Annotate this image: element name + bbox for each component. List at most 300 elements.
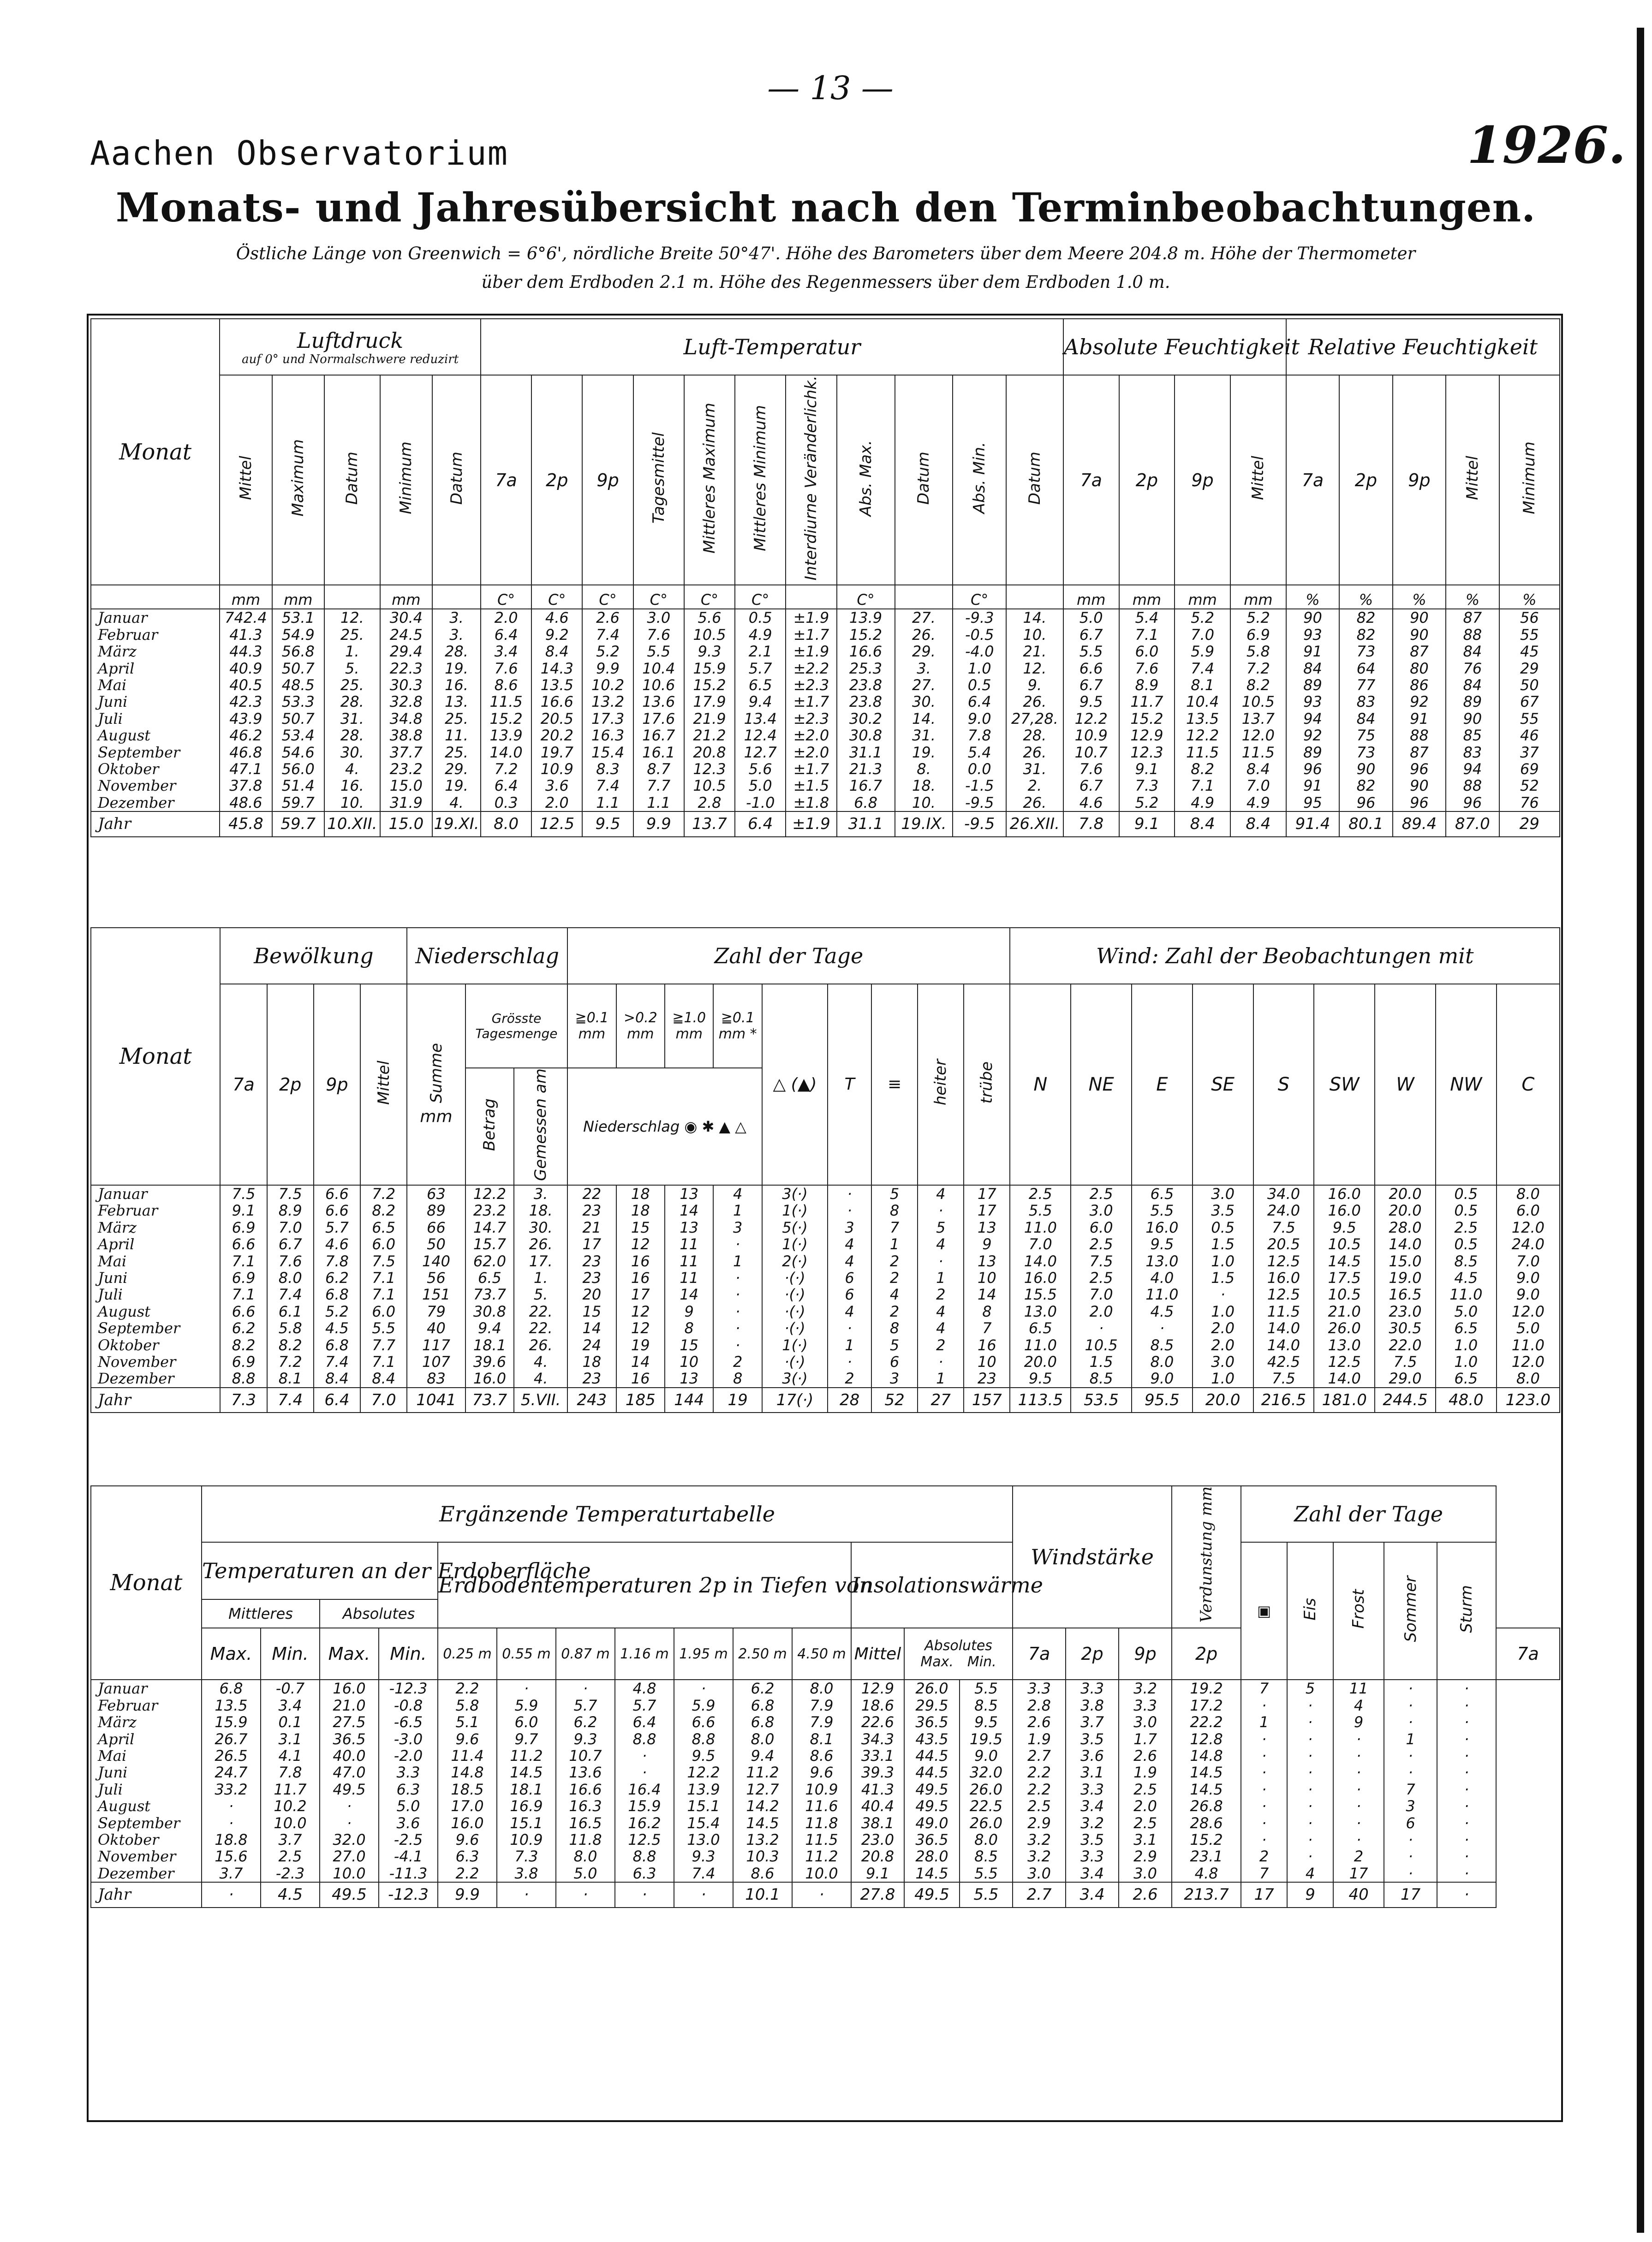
data-cell: 6.1: [278, 1302, 302, 1320]
data-cell: -12.3: [389, 1680, 428, 1698]
data-cell: 11.2: [746, 1764, 779, 1782]
data-cell: 9.3: [698, 643, 722, 661]
col-head-18: [1175, 375, 1230, 585]
data-column-5: [497, 1680, 556, 1882]
data-cell: ·: [847, 1202, 852, 1220]
data-column-6: [556, 1680, 615, 1882]
year-cell: 89.4: [1393, 811, 1446, 836]
data-cell: 6: [889, 1353, 900, 1371]
data-cell: 40.5: [229, 676, 262, 694]
data-cell: 20: [582, 1286, 602, 1304]
data-cell: 6.3: [632, 1864, 656, 1882]
data-cell: 25.: [445, 743, 468, 761]
col-head-1: [272, 375, 324, 585]
data-cell: 56.0: [281, 760, 315, 778]
col-head-niederschlag-symbols: Niederschlag ◉ ✱ ▲ △: [567, 1068, 762, 1185]
data-column-19: [1193, 1185, 1253, 1388]
year-cell: ·: [674, 1882, 733, 1907]
data-cell: 14: [582, 1319, 602, 1337]
data-cell: ·: [1308, 1848, 1313, 1866]
month-names: [91, 1185, 220, 1388]
data-cell: 6.4: [967, 693, 991, 711]
year-row-label: Jahr: [91, 1882, 202, 1907]
data-cell: 1.1: [596, 793, 620, 811]
data-cell: 6.9: [232, 1218, 256, 1236]
data-cell: 0.3: [494, 793, 518, 811]
data-cell: 8.5: [974, 1848, 998, 1866]
data-cell: 23.8: [849, 693, 883, 711]
data-cell: 67: [1520, 693, 1539, 711]
data-cell: 15.1: [687, 1797, 720, 1815]
data-cell: 9: [982, 1235, 992, 1253]
data-column-21: [1339, 609, 1392, 811]
data-cell: 1: [733, 1252, 743, 1270]
data-cell: 7.5: [278, 1185, 302, 1203]
data-cell: 15.5: [1024, 1286, 1057, 1304]
col-head-label: Datum: [343, 451, 362, 505]
data-cell: 91: [1410, 710, 1429, 727]
data-cell: 26.0: [969, 1780, 1003, 1798]
data-column-6: [514, 1185, 567, 1388]
data-cell: 9.0: [967, 710, 991, 727]
year-cell: 19: [713, 1388, 762, 1413]
data-cell: 54.9: [281, 626, 315, 644]
data-cell: 83: [1356, 693, 1376, 711]
data-cell: 11: [1349, 1680, 1368, 1698]
scan-edge-bar: [1637, 28, 1644, 2233]
data-cell: 7.7: [372, 1336, 396, 1354]
year-cell: 52: [871, 1388, 918, 1413]
data-cell: ·: [1220, 1286, 1225, 1304]
data-column-15: [964, 1185, 1010, 1388]
data-cell: 8: [733, 1370, 743, 1388]
data-cell: 42.5: [1267, 1353, 1300, 1371]
data-column-10: [792, 1680, 851, 1882]
data-cell: 12.: [340, 609, 364, 627]
month-name: November: [98, 1848, 176, 1866]
data-cell: 28.0: [915, 1848, 948, 1866]
data-cell: 7.8: [278, 1764, 302, 1782]
data-cell: 1.0: [967, 659, 991, 677]
data-cell: ·: [1408, 1713, 1413, 1731]
col-head-12: [837, 375, 895, 585]
col-head-1: [267, 984, 314, 1185]
year-cell: ·: [556, 1882, 615, 1907]
data-cell: 2: [889, 1269, 900, 1287]
col-head-8: [633, 375, 684, 585]
data-cell: 19.: [912, 743, 936, 761]
data-cell: 86: [1410, 676, 1429, 694]
month-name: Dezember: [98, 1370, 174, 1388]
data-cell: 17.6: [642, 710, 675, 727]
data-cell: 7.1: [1191, 777, 1215, 795]
data-cell: 14.: [1023, 609, 1047, 627]
data-column-7: [615, 1680, 674, 1882]
table-1: [90, 318, 1560, 837]
data-column-16: [1010, 1185, 1071, 1388]
data-cell: 7.5: [1089, 1252, 1113, 1270]
data-cell: 50.7: [281, 659, 315, 677]
data-cell: 89: [1303, 676, 1322, 694]
data-cell: ·: [1464, 1814, 1469, 1832]
data-cell: 17.3: [591, 710, 625, 727]
data-cell: 11.5: [1186, 743, 1219, 761]
data-cell: ·: [1308, 1814, 1313, 1832]
data-cell: 5.5: [974, 1680, 998, 1698]
data-cell: 10.3: [746, 1848, 779, 1866]
data-cell: 17: [978, 1202, 996, 1220]
data-column-12: [837, 609, 895, 811]
data-cell: 6.8: [219, 1680, 243, 1698]
data-cell: 48.5: [281, 676, 315, 694]
data-column-4: [438, 1680, 497, 1882]
data-cell: 12.3: [1130, 743, 1163, 761]
data-cell: 4: [845, 1235, 854, 1253]
data-cell: 27.5: [333, 1713, 366, 1731]
data-cell: 117: [422, 1336, 451, 1354]
data-cell: 14.0: [1024, 1252, 1057, 1270]
year-cell: 87.0: [1446, 811, 1499, 836]
data-cell: 5.0: [748, 777, 772, 795]
data-cell: 5.5: [1150, 1202, 1174, 1220]
data-cell: ·: [1262, 1797, 1267, 1815]
col-head-label: Datum: [447, 451, 466, 505]
col-head-frost: [1333, 1542, 1384, 1680]
data-cell: 26.: [1023, 793, 1047, 811]
data-cell: 29.0: [1389, 1370, 1422, 1388]
data-cell: 2.2: [1027, 1764, 1051, 1782]
col-head-summe: [407, 984, 465, 1185]
data-cell: 0.5: [1211, 1218, 1235, 1236]
data-cell: 7.2: [372, 1185, 396, 1203]
col-head-4: [432, 375, 481, 585]
data-cell: 11.7: [1130, 693, 1163, 711]
col-head-14: [918, 984, 964, 1185]
data-cell: ±1.7: [793, 760, 829, 778]
data-cell: 15.2: [1130, 710, 1163, 727]
data-cell: 30.8: [473, 1302, 507, 1320]
data-cell: ·: [1262, 1730, 1267, 1748]
data-cell: 15: [582, 1302, 602, 1320]
data-cell: 8.0: [278, 1269, 302, 1287]
col-head-17: [1119, 375, 1175, 585]
data-column-3: [379, 1680, 438, 1882]
data-cell: 6: [845, 1286, 854, 1304]
data-cell: 6.5: [1454, 1319, 1478, 1337]
data-cell: 5: [889, 1185, 900, 1203]
col-head-label: ≡: [888, 1075, 902, 1094]
data-cell: 87: [1410, 743, 1429, 761]
data-cell: 5.0: [1516, 1319, 1540, 1337]
month-names: [91, 1680, 202, 1882]
data-cell: 46: [1520, 727, 1539, 745]
page-title: Monats- und Jahresübersicht nach den Terminbeobachtungen.: [115, 185, 1536, 231]
data-cell: 77: [1356, 676, 1376, 694]
year-row-label: Jahr: [91, 811, 220, 836]
data-cell: 1.0: [1211, 1370, 1235, 1388]
data-cell: 151: [422, 1286, 451, 1304]
data-cell: 26.0: [1328, 1319, 1361, 1337]
data-cell: ·: [1356, 1764, 1361, 1782]
data-cell: 16: [631, 1370, 650, 1388]
data-cell: 7.1: [372, 1269, 396, 1287]
data-cell: 4.: [533, 1353, 548, 1371]
month-header: Monat: [91, 1486, 202, 1680]
data-cell: 3: [845, 1218, 854, 1236]
data-cell: 20.2: [540, 727, 573, 745]
data-cell: 107: [422, 1353, 451, 1371]
data-cell: ·: [1308, 1764, 1313, 1782]
table-1-section: [90, 318, 1560, 837]
data-cell: 2.2: [455, 1680, 479, 1698]
data-cell: 3.3: [1080, 1680, 1104, 1698]
data-column-15: [1066, 1680, 1119, 1882]
data-cell: 16.4: [628, 1780, 661, 1798]
data-cell: 2.8: [698, 793, 722, 811]
year-cell: 49.5: [320, 1882, 379, 1907]
data-cell: 0.0: [967, 760, 991, 778]
year-cell: 8.4: [1175, 811, 1230, 836]
data-cell: 36.5: [915, 1831, 948, 1848]
data-cell: 2.: [1027, 777, 1042, 795]
group-luft-temperatur: Luft-Temperatur: [481, 319, 1063, 375]
data-cell: ·: [1262, 1831, 1267, 1848]
data-cell: 19.2: [1190, 1680, 1223, 1698]
unit-13: [895, 585, 953, 609]
col-head-0: Max.: [202, 1628, 261, 1680]
table-2: [90, 927, 1560, 1413]
data-cell: 3.: [533, 1185, 548, 1203]
col-head-9: [684, 375, 735, 585]
data-cell: 11.6: [805, 1797, 838, 1815]
col-head-label: 7a: [495, 470, 517, 490]
data-cell: ·: [1159, 1319, 1164, 1337]
data-cell: -4.0: [965, 643, 994, 661]
data-cell: 23.2: [473, 1202, 507, 1220]
data-cell: 0.5: [967, 676, 991, 694]
data-cell: 2(·): [782, 1252, 808, 1270]
data-cell: 7.1: [1135, 626, 1159, 644]
data-cell: ·: [1308, 1780, 1313, 1798]
col-head-24: C: [1497, 984, 1560, 1185]
data-cell: 17: [631, 1286, 650, 1304]
data-cell: 6.6: [232, 1235, 256, 1253]
data-column-13: [871, 1185, 918, 1388]
year-cell: 27.8: [851, 1882, 904, 1907]
data-cell: 3.: [449, 609, 464, 627]
year-cell: 12.5: [531, 811, 582, 836]
data-cell: 5.6: [698, 609, 722, 627]
month-name: September: [98, 1319, 180, 1337]
data-cell: 11.2: [510, 1747, 543, 1765]
data-cell: 4.8: [1194, 1864, 1218, 1882]
data-cell: 27,28.: [1011, 710, 1058, 727]
data-cell: 5.9: [1191, 643, 1215, 661]
month-name: Oktober: [98, 1336, 159, 1354]
data-cell: 30.8: [849, 727, 883, 745]
data-cell: 12.7: [746, 1780, 779, 1798]
data-cell: 2.8: [1027, 1696, 1051, 1714]
data-cell: 2.0: [494, 609, 518, 627]
data-cell: 7.5: [232, 1185, 256, 1203]
data-cell: 15.4: [687, 1814, 720, 1832]
data-cell: 23.1: [1190, 1848, 1223, 1866]
data-cell: 96: [1410, 793, 1429, 811]
year-cell: 80.1: [1339, 811, 1392, 836]
data-cell: 93: [1303, 626, 1322, 644]
data-cell: 2: [936, 1286, 946, 1304]
data-cell: 14.8: [451, 1764, 484, 1782]
data-cell: 6.8: [325, 1336, 349, 1354]
data-cell: 88: [1463, 777, 1482, 795]
col-head-label: 2p: [1354, 470, 1378, 490]
year-cell: 59.7: [272, 811, 324, 836]
unit-16: mm: [1063, 585, 1119, 609]
data-cell: 2.6: [1027, 1713, 1051, 1731]
data-cell: 15.9: [693, 659, 726, 677]
data-column-12: [828, 1185, 871, 1388]
data-cell: 18: [631, 1202, 650, 1220]
data-cell: 9.6: [455, 1831, 479, 1848]
data-cell: 6.6: [232, 1302, 256, 1320]
col-head-3: Min.: [379, 1628, 438, 1680]
data-cell: 13.0: [1328, 1336, 1361, 1354]
data-cell: 9.1: [232, 1202, 256, 1220]
data-cell: 5.7: [632, 1696, 656, 1714]
data-cell: 5.8: [455, 1696, 479, 1714]
data-cell: 36.5: [333, 1730, 366, 1748]
data-cell: 7.6: [278, 1252, 302, 1270]
data-cell: 49.0: [915, 1814, 948, 1832]
data-cell: 18: [631, 1185, 650, 1203]
month-name: September: [98, 1814, 180, 1832]
data-cell: 10.2: [274, 1797, 307, 1815]
col-head-label: 9p: [326, 1074, 348, 1095]
data-cell: 3.4: [1080, 1797, 1104, 1815]
data-cell: 3.5: [1080, 1831, 1104, 1848]
data-cell: 23: [582, 1202, 602, 1220]
col-head-label: T: [844, 1075, 855, 1094]
data-cell: 21.: [1023, 643, 1047, 661]
data-cell: 38.1: [861, 1814, 895, 1832]
data-cell: 3.3: [1133, 1696, 1157, 1714]
data-cell: 28.6: [1190, 1814, 1223, 1832]
data-column-0: [202, 1680, 261, 1882]
data-cell: 5: [1305, 1680, 1315, 1698]
data-cell: 17.5: [1328, 1269, 1361, 1287]
data-cell: ·: [1356, 1814, 1361, 1832]
betrag-label: Betrag: [480, 1098, 499, 1151]
unit-7: C°: [582, 585, 633, 609]
year-cell: 7.4: [267, 1388, 314, 1413]
data-cell: 11.2: [805, 1848, 838, 1866]
data-cell: 5.5: [1079, 643, 1103, 661]
data-cell: 4: [1354, 1696, 1364, 1714]
data-cell: 7.0: [1246, 777, 1270, 795]
data-cell: ±2.0: [793, 727, 829, 745]
data-cell: 14.0: [1389, 1235, 1422, 1253]
gemessen-label: Gemessen am: [531, 1068, 550, 1181]
data-cell: 6: [845, 1269, 854, 1287]
data-cell: ·: [1408, 1696, 1413, 1714]
data-cell: 2.9: [1027, 1814, 1051, 1832]
data-cell: 47.1: [229, 760, 262, 778]
data-cell: ·: [1408, 1848, 1413, 1866]
data-cell: 26.: [529, 1235, 553, 1253]
data-cell: 14: [978, 1286, 996, 1304]
data-cell: ·(·): [784, 1319, 805, 1337]
data-column-21: [1384, 1680, 1437, 1882]
unit-17: mm: [1119, 585, 1175, 609]
data-cell: 90: [1303, 609, 1322, 627]
unit-23: %: [1446, 585, 1499, 609]
data-cell: 6.2: [325, 1269, 349, 1287]
col-head-gemessen: [514, 1068, 567, 1185]
data-cell: 15.9: [628, 1797, 661, 1815]
data-cell: 3.5: [1211, 1202, 1235, 1220]
data-cell: 94: [1463, 760, 1482, 778]
year-cell: 15.0: [380, 811, 432, 836]
month-name: Mai: [98, 676, 127, 694]
data-column-10: [713, 1185, 762, 1388]
data-cell: 8.9: [1135, 676, 1159, 694]
data-cell: 2.5: [278, 1848, 302, 1866]
data-cell: 2.5: [1089, 1185, 1113, 1203]
data-cell: 26.: [1023, 743, 1047, 761]
year-cell: 123.0: [1497, 1388, 1560, 1413]
unit-21: %: [1339, 585, 1392, 609]
data-cell: 20.0: [1389, 1185, 1422, 1203]
data-cell: 3.5: [1080, 1730, 1104, 1748]
col-head-3: [380, 375, 432, 585]
data-cell: 9.3: [573, 1730, 597, 1748]
data-cell: 5.4: [1135, 609, 1159, 627]
data-column-19: [1230, 609, 1286, 811]
data-cell: 90: [1410, 626, 1429, 644]
data-cell: 14.8: [1190, 1747, 1223, 1765]
year-cell: 7.3: [220, 1388, 267, 1413]
col-head-13: [871, 984, 918, 1185]
data-cell: 49.5: [333, 1780, 366, 1798]
data-cell: 13.6: [569, 1764, 602, 1782]
subtitle-line-1: Östliche Länge von Greenwich = 6°6', nördliche Breite 50°47'. Höhe des Barometers über dem Meere 204.8 m. Höhe der Thermometer: [236, 244, 1416, 263]
data-cell: 11: [680, 1269, 699, 1287]
data-column-17: [1071, 1185, 1132, 1388]
data-cell: ·: [1356, 1797, 1361, 1815]
month-name: August: [98, 1797, 151, 1815]
data-cell: 17.2: [1190, 1696, 1223, 1714]
data-cell: 3.0: [1027, 1864, 1051, 1882]
data-cell: 89: [1303, 743, 1322, 761]
data-cell: 5: [889, 1336, 900, 1354]
data-cell: 10.5: [693, 626, 726, 644]
unit-cell: [91, 585, 220, 609]
data-cell: 22.: [529, 1302, 553, 1320]
data-cell: -9.5: [965, 793, 994, 811]
data-cell: 28.: [445, 643, 468, 661]
data-cell: 6.6: [325, 1185, 349, 1203]
data-cell: 1.: [533, 1269, 548, 1287]
data-cell: 33.1: [861, 1747, 895, 1765]
data-cell: 2.5: [1027, 1797, 1051, 1815]
data-cell: 5: [936, 1218, 946, 1236]
data-cell: 6.0: [372, 1235, 396, 1253]
col-head-11: [786, 375, 836, 585]
data-cell: 46.8: [229, 743, 262, 761]
data-cell: 9.6: [455, 1730, 479, 1748]
data-cell: 14.2: [746, 1797, 779, 1815]
data-cell: ±1.5: [793, 777, 829, 795]
